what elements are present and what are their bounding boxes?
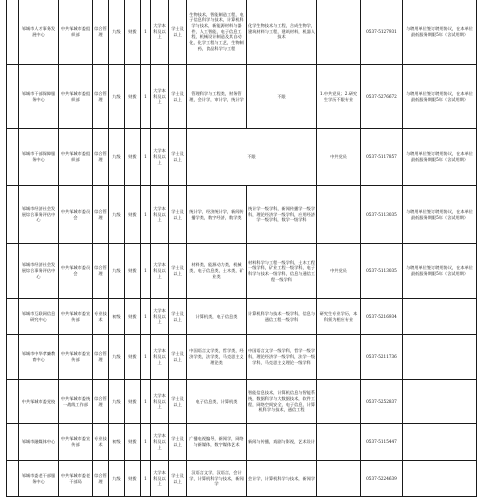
cell-note <box>403 335 477 380</box>
cell-type: 综合管理 <box>93 244 109 299</box>
cell-major: 中国语言文学类，哲学类，经济学类，法学类，马克思主义理论类 <box>187 335 247 380</box>
cell-num: 1 <box>141 0 151 65</box>
cell-note: 与聘用单位签订聘用协议，在本单位最低服务期限5年（含试用期） <box>403 129 477 186</box>
table-row <box>7 244 477 299</box>
cell-major: 生物技术，智能制造工程，电子信息科学与技术，计算机科学与技术，新能源材料与器件，人工智能，电子信息工程，机械设计制造及其自动化，化学工程与工艺，生物制药，食品科学与工程 <box>187 0 247 65</box>
table-row <box>7 0 477 65</box>
cell-degree: 学士及以上 <box>169 0 187 65</box>
table-row <box>7 461 477 497</box>
cell-dept: 中共邹城市委老干部局 <box>59 461 93 497</box>
cell-type: 综合管理 <box>93 461 109 497</box>
cell-nature: 财拨 <box>125 424 141 461</box>
cell-dept: 中共邹城市委宣传部 <box>59 335 93 380</box>
cell-major: 汉语言文学，汉语言，会计学，计算机科学与技术，新闻学 <box>187 461 247 497</box>
cell-type: 综合管理 <box>93 335 109 380</box>
cell-no <box>7 335 19 380</box>
cell-level: 初级 <box>109 424 125 461</box>
cell-grad: 化学生物技术与工程，合成生物学，建筑材料与工程，建筑材料，机器人技术 <box>247 0 317 65</box>
cell-note: 与聘用单位签订聘用协议，在本单位最低服务期限5年（含试用期） <box>403 186 477 244</box>
cell-other <box>317 380 361 424</box>
cell-major: 计算机类，电子信息类 <box>187 299 247 335</box>
cell-num: 1 <box>141 335 151 380</box>
cell-major: 管理科学与工程类，财务管理，会计学，审计学，统计学 <box>187 65 247 129</box>
cell-edu: 大学本科及以上 <box>151 65 169 129</box>
cell-dept: 中共邹城市委组织部 <box>59 129 93 186</box>
cell-num: 1 <box>141 129 151 186</box>
cell-level: 九级 <box>109 129 125 186</box>
cell-num: 1 <box>141 65 151 129</box>
cell-no <box>7 186 19 244</box>
cell-note <box>403 299 477 335</box>
cell-edu: 大学本科及以上 <box>151 335 169 380</box>
cell-type: 综合管理 <box>93 65 109 129</box>
cell-level: 九级 <box>109 461 125 497</box>
cell-grad: 新闻与传播，戏剧与影视，艺术设计 <box>247 424 317 461</box>
cell-nature: 财拨 <box>125 129 141 186</box>
cell-degree: 学士及以上 <box>169 380 187 424</box>
cell-unit: 邹城市融媒体中心 <box>19 424 59 461</box>
table-row <box>7 186 477 244</box>
cell-grad: 计算机科学与技术一级学科，信息与通信工程一级学科 <box>247 299 317 335</box>
cell-unit: 邹城市经济社会发展综合事务评估中心 <box>19 244 59 299</box>
cell-note <box>403 380 477 424</box>
cell-edu: 大学本科及以上 <box>151 244 169 299</box>
cell-phone: 0537-5216934 <box>361 299 403 335</box>
cell-note: 与聘用单位签订聘用协议，在本单位最低服务期限5年（含试用期） <box>403 244 477 299</box>
cell-dept: 中共邹城市委员会 <box>59 244 93 299</box>
table-row <box>7 380 477 424</box>
cell-other <box>317 335 361 380</box>
cell-dept: 中共邹城市委组织部 <box>59 0 93 65</box>
cell-phone: 0537-5113035 <box>361 186 403 244</box>
cell-major: 不限 <box>187 129 317 186</box>
cell-degree: 学士及以上 <box>169 461 187 497</box>
cell-grad: 材料科学与工程一级学科，土木工程一级学科，矿业工程一级学科，电子科学与技术一级学科，信息与通信工程一级学科 <box>247 244 317 299</box>
cell-level: 九级 <box>109 335 125 380</box>
cell-edu: 大学本科及以上 <box>151 0 169 65</box>
cell-grad: 智能信息技术，计算机信息与智能系统，数据科学与大数据技术，软件工程，网络空间安全，电子信息，计算机科学与技术，通信工程 <box>247 380 317 424</box>
cell-unit: 邹城市委老干部服务中心 <box>19 461 59 497</box>
cell-nature: 财拨 <box>125 65 141 129</box>
cell-edu: 大学本科及以上 <box>151 129 169 186</box>
cell-grad: 不限 <box>247 65 317 129</box>
cell-unit: 中共邹城市委党校 <box>19 380 59 424</box>
cell-no <box>7 424 19 461</box>
cell-degree: 学士及以上 <box>169 335 187 380</box>
cell-other: 中共党员 <box>317 129 361 186</box>
cell-dept: 中共邹城市委员会 <box>59 186 93 244</box>
cell-major: 广播电视编导，新闻学，网络与新媒体，数字媒体艺术 <box>187 424 247 461</box>
cell-unit: 邹城市人才事务发展中心 <box>19 0 59 65</box>
cell-major: 电子信息类，计算机类 <box>187 380 247 424</box>
cell-type: 综合管理 <box>93 0 109 65</box>
cell-phone: 0537-5224639 <box>361 461 403 497</box>
cell-type: 专业技术 <box>93 299 109 335</box>
cell-degree: 学士及以上 <box>169 424 187 461</box>
cell-other: 中共党员 <box>317 244 361 299</box>
cell-no <box>7 461 19 497</box>
cell-note: 与聘用单位签订聘用协议，在本单位最低服务期限5年（含试用期） <box>403 65 477 129</box>
table-row <box>7 299 477 335</box>
cell-type: 综合管理 <box>93 186 109 244</box>
cell-nature: 财拨 <box>125 0 141 65</box>
cell-level: 九级 <box>109 380 125 424</box>
table-row <box>7 129 477 186</box>
cell-grad: 中国语言文学一级学科，哲学一级学科，理论经济学一级学科，法学一级学科，马克思主义理论一级学科 <box>247 335 317 380</box>
cell-edu: 大学本科及以上 <box>151 380 169 424</box>
cell-phone: 0537-5127931 <box>361 0 403 65</box>
cell-note <box>403 424 477 461</box>
cell-other <box>317 186 361 244</box>
cell-nature: 财拨 <box>125 244 141 299</box>
cell-degree: 学士及以上 <box>169 299 187 335</box>
cell-degree: 学士及以上 <box>169 244 187 299</box>
cell-unit: 邹城市干部保障服务中心 <box>19 65 59 129</box>
cell-phone: 0537-5252837 <box>361 380 403 424</box>
cell-degree: 学士及以上 <box>169 186 187 244</box>
cell-level: 九级 <box>109 0 125 65</box>
cell-dept: 中共邹城市委宣传部 <box>59 299 93 335</box>
cell-nature: 财拨 <box>125 186 141 244</box>
cell-dept: 中共邹城市委组织部 <box>59 65 93 129</box>
cell-major: 统计学，经济统计学，新闻传播学类，数字经济，数学类 <box>187 186 247 244</box>
cell-level: 九级 <box>109 244 125 299</box>
cell-type: 专业技术 <box>93 424 109 461</box>
cell-edu: 大学本科及以上 <box>151 186 169 244</box>
cell-degree: 学士及以上 <box>169 129 187 186</box>
cell-no <box>7 244 19 299</box>
cell-phone: 0537-5113035 <box>361 244 403 299</box>
cell-note <box>403 461 477 497</box>
cell-phone: 0537-5211736 <box>361 335 403 380</box>
cell-unit: 邹城市干部保障服务中心 <box>19 129 59 186</box>
cell-edu: 大学本科及以上 <box>151 461 169 497</box>
cell-num: 1 <box>141 461 151 497</box>
table-row <box>7 424 477 461</box>
table-row <box>7 65 477 129</box>
cell-unit: 邹城市中华孝廉教育中心 <box>19 335 59 380</box>
cell-num: 1 <box>141 244 151 299</box>
cell-nature: 财拨 <box>125 299 141 335</box>
cell-major: 材料类，能源动力类，机械类，电子信息类，土木类，矿业类 <box>187 244 247 299</box>
cell-level: 九级 <box>109 65 125 129</box>
cell-type: 综合管理 <box>93 129 109 186</box>
cell-no <box>7 0 19 65</box>
cell-other: 研究生专业学历，本科须为相应专业 <box>317 299 361 335</box>
cell-nature: 财拨 <box>125 461 141 497</box>
cell-note: 与聘用单位签订聘用协议，在本单位最低服务期限5年（含试用期） <box>403 0 477 65</box>
cell-grad: 会计学，计算机科学与技术，新闻学 <box>247 461 317 497</box>
cell-other: 1.中共党员；2.研究生学历不限专业 <box>317 65 361 129</box>
cell-unit: 邹城市经济社会发展综合事务评估中心 <box>19 186 59 244</box>
cell-no <box>7 129 19 186</box>
cell-level: 九级 <box>109 186 125 244</box>
cell-edu: 大学本科及以上 <box>151 299 169 335</box>
cell-no <box>7 299 19 335</box>
cell-level: 初级 <box>109 299 125 335</box>
cell-nature: 财拨 <box>125 335 141 380</box>
cell-other <box>317 461 361 497</box>
cell-nature: 财拨 <box>125 380 141 424</box>
cell-dept: 中共邹城市委宣传部 <box>59 424 93 461</box>
cell-num: 1 <box>141 299 151 335</box>
cell-no <box>7 65 19 129</box>
cell-phone: 0537-5276672 <box>361 65 403 129</box>
cell-other <box>317 424 361 461</box>
cell-degree: 学士及以上 <box>169 65 187 129</box>
cell-phone: 0537-5117857 <box>361 129 403 186</box>
recruitment-table <box>6 0 477 497</box>
table-row <box>7 335 477 380</box>
cell-dept: 中共邹城市委统一战线工作部 <box>59 380 93 424</box>
cell-grad: 统计学一级学科，新闻传播学一级学科，理论经济学一级学科，应用经济学一级学科，数学一级学科 <box>247 186 317 244</box>
cell-num: 1 <box>141 380 151 424</box>
cell-unit: 邹城市互联网信息研究中心 <box>19 299 59 335</box>
cell-type: 综合管理 <box>93 380 109 424</box>
cell-num: 1 <box>141 424 151 461</box>
cell-num: 1 <box>141 186 151 244</box>
cell-no <box>7 380 19 424</box>
cell-edu: 大学本科及以上 <box>151 424 169 461</box>
table-body <box>7 0 477 497</box>
cell-other <box>317 0 361 65</box>
cell-phone: 0537-5115447 <box>361 424 403 461</box>
